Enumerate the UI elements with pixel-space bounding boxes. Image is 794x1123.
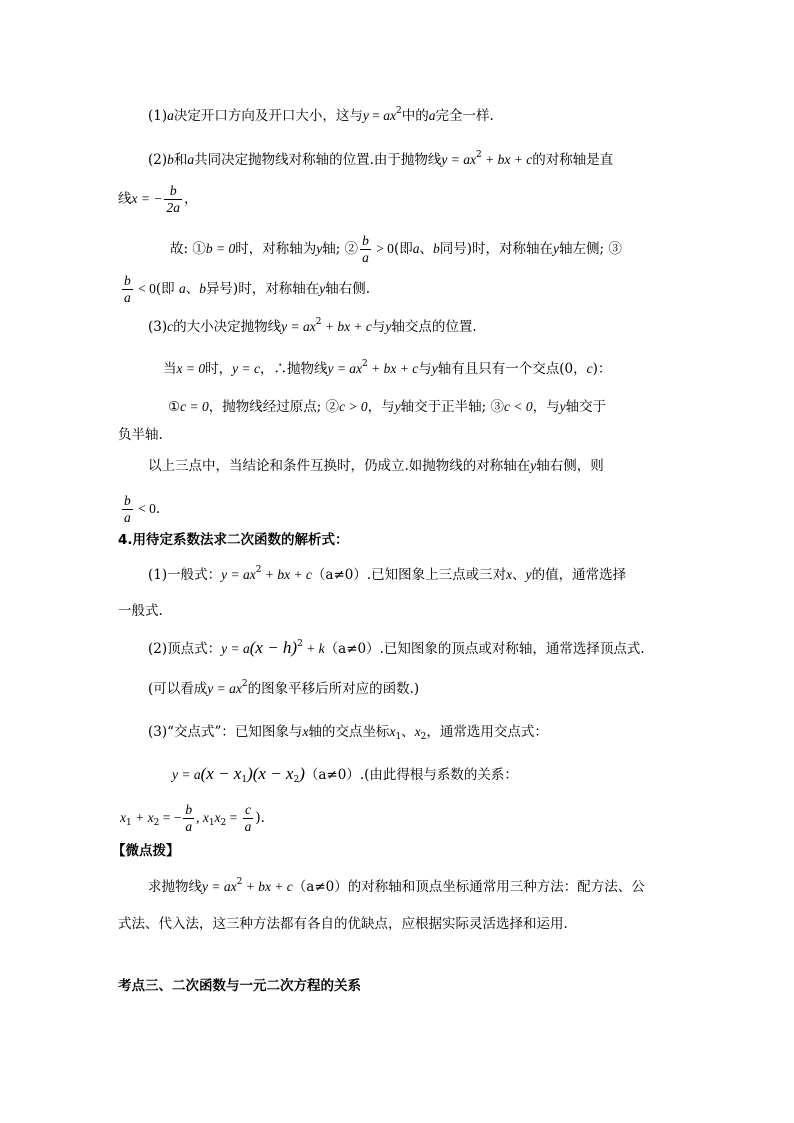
paragraph-vertex-form: (2)顶点式：$y = a(x - h)^2 + k(a\ne 0)$.已知图象的顶点或对称轴，通常选择顶点式. [148, 638, 645, 657]
tip-heading: 【微点拨】 [112, 843, 180, 859]
paragraph-y-intercept: 当x = 0时，y = c，∴抛物线$y = ax^2$ + bx + c与y轴有且只有一个交点(0，c)： [163, 359, 612, 377]
section-heading-quadratic-equations: 考点三、二次函数与一元二次方程的关系 [118, 978, 361, 994]
paragraph-sign-cases: 故: ①b = 0时，对称轴为y轴; ② $\frac{b}{a}$ > 0(即a、b同号)时，对称轴在y轴左侧; ③ [170, 233, 622, 265]
vieta-relations: $x_1 + x_2$ = − $\frac{b}{a}$ , $x_1x_2$ = $\frac{c}{a}$ ). [120, 802, 265, 834]
paragraph-converse: 以上三点中，当结论和条件互换时，仍成立.如抛物线的对称轴在y轴右侧，则 [148, 458, 604, 474]
axis-formula-line: 线x = − $\frac{b}{2a}$ ， [118, 183, 198, 215]
paragraph-c-role: (3)c的大小决定抛物线$y = ax^2$ + bx + c与y轴交点的位置. [148, 317, 477, 335]
section-heading-undetermined-coefficients: 4.用待定系数法求二次函数的解析式： [118, 532, 349, 548]
paragraph-sign-cases-line2: $\frac{b}{a}$ < 0(即 a、b异号)时，对称轴在y轴右侧. [124, 273, 371, 305]
paragraph-converse-line2: $\frac{b}{a}$ < 0. [124, 493, 161, 525]
paragraph-b-role: (2)b和a共同决定抛物线对称轴的位置.由于抛物线$y = ax^2$ + bx + c的对称轴是直 [148, 150, 614, 168]
paragraph-general-form-line2: 一般式. [118, 603, 163, 619]
paragraph-a-role: (1)a决定开口方向及开口大小，这与$y = ax^2$中的a完全一样. [148, 106, 494, 124]
paragraph-c-cases-line2: 负半轴. [118, 427, 163, 443]
paragraph-general-form: (1)一般式：$y = ax^2$ + bx + c（a≠0）.已知图象上三点或三对x、y的值，通常选择 [148, 565, 627, 583]
paragraph-intercept-form: (3)“交点式”：已知图象与x轴的交点坐标$x_1$、$x_2$，通常选用交点式： [148, 724, 548, 742]
paragraph-c-cases: ①c = 0，抛物线经过原点; ②c > 0，与y轴交于正半轴; ③c < 0，与y轴交于 [168, 399, 607, 415]
paragraph-tip: 求抛物线$y = ax^2$ + bx + c（a≠0）的对称轴和顶点坐标通常用三种方法：配方法、公 [148, 877, 645, 895]
paragraph-tip-line2: 式法、代入法，这三种方法都有各自的优缺点，应根据实际灵活选择和运用. [118, 916, 568, 932]
paragraph-vertex-note: (可以看成$y = ax^2$的图象平移后所对应的函数.) [148, 679, 420, 697]
intercept-form-formula: $y = a(x - x_1)(x - x_2)(a\ne 0)$.(由此得根与系数的关系： [172, 764, 518, 785]
